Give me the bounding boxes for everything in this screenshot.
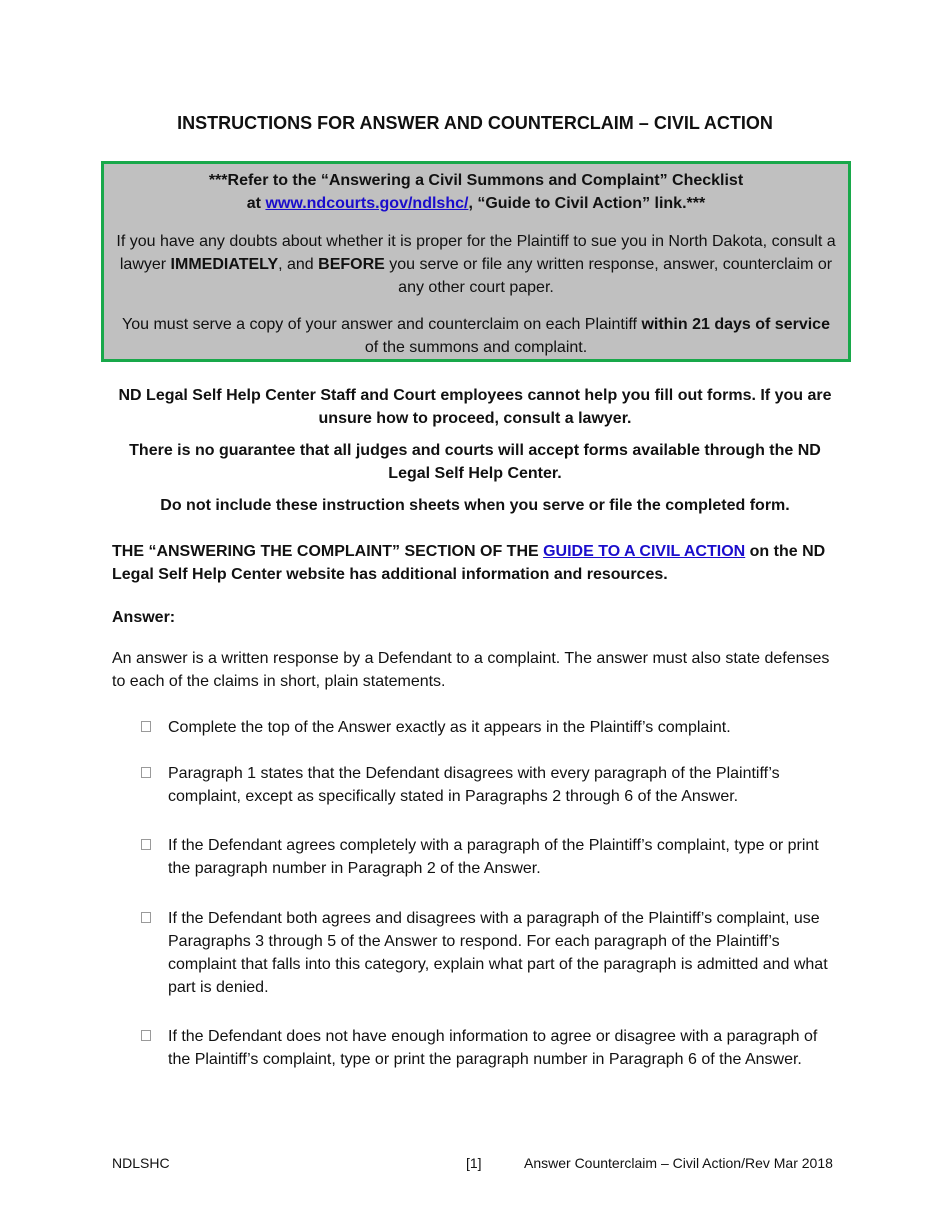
guide-text-1: THE “ANSWERING THE COMPLAINT” SECTION OF THE <box>112 543 544 560</box>
staff-notice: ND Legal Self Help Center Staff and Court employees cannot help you fill out forms. If you are unsure how to proceed, consult a lawyer. <box>118 387 832 427</box>
checkbox-icon[interactable] <box>141 1030 151 1041</box>
checkbox-icon[interactable] <box>141 721 151 732</box>
page-title: INSTRUCTIONS FOR ANSWER AND COUNTERCLAIM – CIVIL ACTION <box>177 113 773 133</box>
doubts-text-1: If you have any doubts about whether it is proper for the Plaintiff to sue you in North Dakota, consult a lawyer <box>116 233 836 273</box>
checklist-item-text: Complete the top of the Answer exactly as it appears in the Plaintiff’s complaint. <box>168 719 731 736</box>
serve-text-1: You must serve a copy of your answer and counterclaim on each Plaintiff <box>122 316 642 333</box>
doubts-before: BEFORE <box>318 256 385 273</box>
ndcourts-link[interactable]: www.ndcourts.gov/ndlshc/ <box>265 195 469 212</box>
footer-org: NDLSHC <box>112 1155 170 1171</box>
checklist-item-text: If the Defendant agrees completely with a paragraph of the Plaintiff’s complaint, type or print the paragraph number in Paragraph 2 of the Answer. <box>168 837 819 877</box>
answer-heading: Answer: <box>112 609 176 626</box>
checkbox-icon[interactable] <box>141 767 151 778</box>
checklist-item-text: If the Defendant does not have enough information to agree or disagree with a paragraph of the Plaintiff’s complaint, type or print the paragraph number in Paragraph 6 of the Answer. <box>168 1028 818 1068</box>
checklist-item-text: If the Defendant both agrees and disagrees with a paragraph of the Plaintiff’s complaint, use Paragraphs 3 through 5 of the Answer to respond. For each paragraph of the Plaintiff’s complaint that falls into this category, explain what part of the paragraph is admitted and what part is denied. <box>168 910 828 996</box>
warning-callout-box <box>101 161 851 362</box>
guide-civil-action-link[interactable]: GUIDE TO A CIVIL ACTION <box>543 543 746 560</box>
doubts-immediately: IMMEDIATELY <box>170 256 279 273</box>
checklist-reference-line1: ***Refer to the “Answering a Civil Summons and Complaint” Checklist <box>208 172 744 189</box>
footer-form-revision: Answer Counterclaim – Civil Action/Rev Mar 2018 <box>524 1155 833 1171</box>
footer-page-number: [1] <box>466 1155 482 1171</box>
doubts-text-3: you serve or file any written response, answer, counterclaim or any other court paper. <box>384 256 833 296</box>
serve-text-2: of the summons and complaint. <box>364 339 588 356</box>
checklist-reference-at: at <box>246 195 266 212</box>
answer-intro: An answer is a written response by a Defendant to a complaint. The answer must also state defenses to each of the claims in short, plain statements. <box>112 650 830 690</box>
serve-deadline-paragraph <box>114 313 838 359</box>
doubts-text-2: , and <box>278 256 319 273</box>
checkbox-icon[interactable] <box>141 839 151 850</box>
guide-paragraph <box>112 540 838 586</box>
checklist-reference <box>104 169 848 215</box>
guide-text-2: on the ND Legal Self Help Center website has additional information and resources. <box>112 543 826 583</box>
checklist-item-text: Paragraph 1 states that the Defendant disagrees with every paragraph of the Plaintiff’s complaint, except as specifically stated in Paragraphs 2 through 6 of the Answer. <box>168 765 780 805</box>
doubts-paragraph <box>114 230 838 299</box>
serve-deadline: within 21 days of service <box>641 316 830 333</box>
checkbox-icon[interactable] <box>141 912 151 923</box>
guarantee-notice: There is no guarantee that all judges and courts will accept forms available through the ND Legal Self Help Center. <box>129 442 821 482</box>
instruction-sheets-notice: Do not include these instruction sheets when you serve or file the completed form. <box>160 497 790 514</box>
checklist-reference-link-suffix: , “Guide to Civil Action” link.*** <box>468 195 706 212</box>
